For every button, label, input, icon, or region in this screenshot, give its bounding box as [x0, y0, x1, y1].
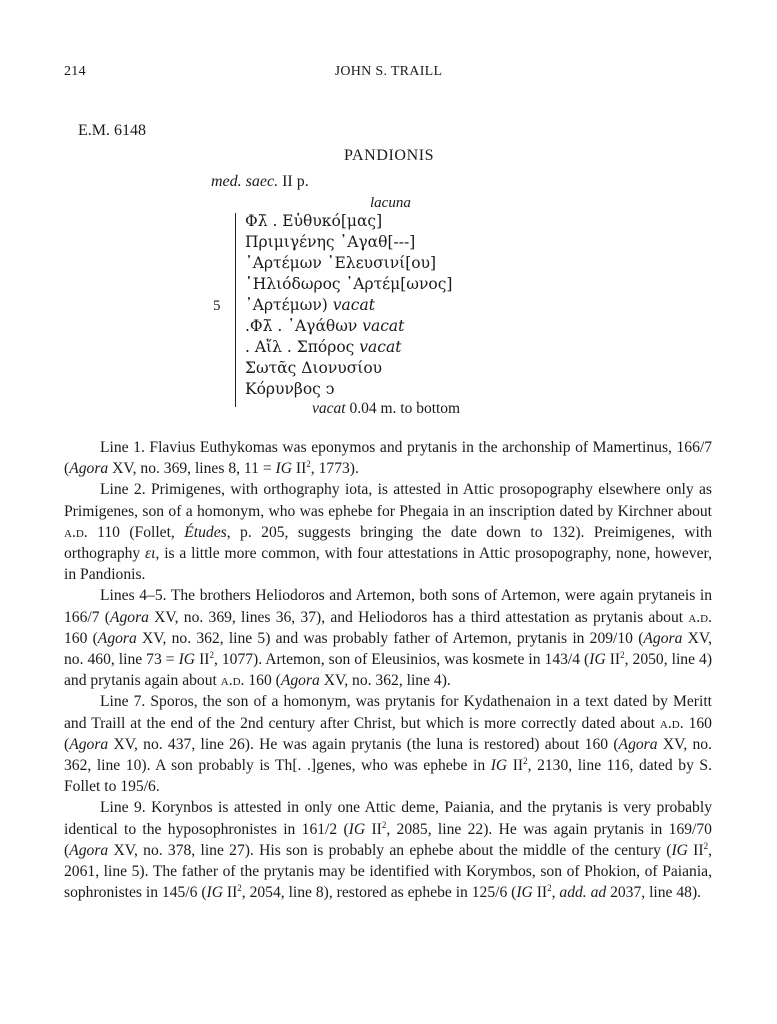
text-run: IG	[275, 460, 292, 478]
text-run: II	[222, 884, 238, 902]
date-rest: II p.	[278, 173, 309, 190]
text-run: XV, no. 437, line 26). He was again prytanis (the luna is restored) about 160 (	[108, 735, 619, 753]
inscription-date	[211, 173, 309, 191]
text-run: XV, no. 362, line 5) and was probably father of Artemon, prytanis in 209/10 (	[136, 629, 644, 647]
inscription-line	[245, 296, 375, 314]
text-run: 110 (Follet,	[87, 523, 185, 541]
commentary-paragraph-line-7	[64, 691, 712, 797]
text-run: 160 (	[64, 629, 98, 647]
inscription-line-text: ᾿Αρτέμων ᾿Ελευσινί[ου]	[245, 254, 437, 272]
inscription-line	[245, 338, 401, 356]
text-run: IG	[206, 884, 223, 902]
text-run: IG	[348, 820, 366, 838]
text-run: , is a little more common, with four attestations in Attic prosopography, none, however, in Pandionis.	[64, 545, 712, 584]
text-run: II	[365, 820, 382, 838]
text-run: II	[605, 651, 621, 669]
vacat-note: vacat	[357, 317, 405, 335]
text-run: a.d.	[220, 672, 245, 690]
inventory-number: E.M. 6148	[78, 122, 146, 139]
page-number: 214	[64, 64, 86, 79]
text-run: II	[687, 841, 704, 859]
inscription-line	[245, 359, 382, 377]
superscript: 2	[523, 755, 528, 766]
inscription-line-text: Πριμιγένης ᾿Αγαθ[---]	[245, 233, 416, 251]
superscript: 2	[381, 819, 387, 830]
commentary-paragraph-line-1	[64, 437, 712, 479]
inscription-margin-rule	[235, 213, 236, 407]
text-run: XV, no. 362, line 10). A son probably is Th[. .]genes, who was ephebe in	[64, 735, 712, 775]
date-prefix: med. saec.	[211, 173, 279, 190]
inscription-line	[245, 233, 415, 251]
commentary-paragraph-line-9	[64, 797, 712, 903]
text-run: IG	[178, 651, 196, 669]
text-run: XV, no. 460, line 73 =	[64, 629, 712, 669]
text-run: Line 1. Flavius Euthykomas was eponymos and prytanis in the archonship of Mamertinus, 166/7 (	[64, 439, 712, 478]
text-run: II	[292, 460, 307, 478]
inscription-line-text: ῾Ηλιόδωρος ᾿Αρτέμ[ωνος]	[245, 275, 453, 293]
text-run: XV, no. 362, line 4).	[319, 672, 451, 690]
commentary-paragraph-line-2	[64, 479, 712, 585]
text-run: Agora	[109, 608, 149, 626]
inscription-line-text: Σωτᾶς Διονυσίου	[245, 359, 383, 377]
vacat-note: vacat	[327, 296, 375, 314]
inscription-line	[245, 275, 452, 293]
inscription-line	[245, 380, 334, 398]
superscript: 2	[209, 649, 214, 660]
text-run: a.d.	[64, 523, 88, 541]
text-run: Agora	[97, 629, 137, 647]
text-run: XV, no. 378, line 27). His son is probably an ephebe about the middle of the century (	[108, 841, 672, 859]
inscription-line	[245, 254, 436, 272]
text-run: a.d.	[659, 714, 684, 732]
text-run: Études	[184, 523, 227, 541]
text-run: , 2050, line 4) and prytanis again about	[64, 651, 713, 690]
text-run: ει	[145, 545, 156, 563]
text-run: Lines 4–5. The brothers Heliodoros and Artemon, both sons of Artemon, were again prytaneis in 166/7 (	[64, 587, 712, 626]
text-run: , 1773).	[310, 460, 359, 478]
text-run: , 2085, line 22). He was again prytanis in 169/70 (	[64, 820, 712, 859]
text-run: XV, no. 369, lines 8, 11 =	[108, 460, 276, 478]
superscript: 2	[547, 883, 552, 894]
text-run: IG	[671, 841, 688, 859]
text-run: Agora	[69, 735, 109, 753]
text-run: Agora	[280, 672, 320, 690]
text-run: XV, no. 369, lines 36, 37), and Heliodoros has a third attestation as prytanis about	[148, 608, 689, 626]
vacat-note: vacat	[354, 338, 402, 356]
text-run: , 2061, line 5). The father of the prytanis may be identified with Korymbos, son of Phokion, of Paiania, sophronistes in 145/6 (	[64, 841, 712, 902]
text-run: 160 (	[244, 672, 281, 690]
running-head: JOHN S. TRAILL	[334, 64, 443, 79]
commentary	[64, 437, 712, 903]
inscription-line	[245, 212, 382, 230]
text-run: ,	[551, 884, 560, 902]
lacuna-note: lacuna	[370, 195, 411, 211]
text-run: Agora	[643, 629, 683, 647]
text-run: II	[195, 651, 210, 669]
inscription-bottom-note	[312, 400, 460, 418]
bottom-measure: 0.04 m. to bottom	[345, 400, 461, 417]
text-run: add. ad	[559, 884, 607, 902]
superscript: 2	[703, 840, 709, 851]
text-run: II	[507, 757, 524, 775]
superscript: 2	[237, 883, 242, 894]
inscription-line-text: Κόρυνβος ↄ	[245, 380, 335, 398]
text-run: 2037, line 48).	[606, 884, 702, 902]
inscription-line-text: .Φλ̄ . ᾿Αγάθων	[245, 317, 358, 335]
text-run: IG	[490, 757, 508, 775]
text-run: Line 2. Primigenes, with orthography iota, is attested in Attic prosopography elsewhere only as Primigenes, son of a homonym, who was ephebe for Phegaia in an inscription dated by Kirchner about	[64, 481, 712, 520]
vacat-note: vacat	[312, 400, 346, 417]
text-run: II	[532, 884, 548, 902]
inscription-line-text: . Αἴλ . Σπόρος	[245, 338, 355, 356]
superscript: 2	[306, 459, 311, 470]
inscription-line	[245, 317, 404, 335]
text-run: Agora	[69, 460, 109, 478]
text-run: , 1077). Artemon, son of Eleusinios, was kosmete in 143/4 (	[213, 651, 590, 669]
text-run: 160 (	[64, 714, 712, 753]
text-run: , 2054, line 8), restored as ephebe in 125/6 (	[241, 884, 517, 902]
line-number-5: 5	[213, 298, 221, 314]
text-run: a.d.	[688, 608, 712, 626]
text-run: IG	[516, 884, 533, 902]
text-run: IG	[589, 651, 606, 669]
text-run: Agora	[69, 841, 109, 859]
inscription-line-text: Φλ̄ . Εὐθυκό[μας]	[245, 212, 383, 230]
text-run: , 2130, line 116, dated by S. Follet to 195/6.	[64, 757, 712, 796]
text-run: Line 7. Sporos, the son of a homonym, was prytanis for Kydathenaion in a text dated by Meritt and Traill at the end of the 2nd century after Christ, but which is more correctly dated about	[64, 693, 712, 732]
commentary-paragraph-lines-4-5	[64, 585, 712, 691]
inscription-line-text: ᾿Αρτέμων)	[245, 296, 328, 314]
tribe-heading: PANDIONIS	[344, 147, 435, 164]
superscript: 2	[620, 649, 625, 660]
text-run: , p. 205, suggests bringing the date down to 132). Preimigenes, with orthography	[64, 523, 712, 563]
text-run: Line 9. Korynbos is attested in only one Attic deme, Paiania, and the prytanis is very probably identical to the hyposophronistes in 161/2 (	[64, 799, 712, 838]
text-run: Agora	[618, 735, 658, 753]
